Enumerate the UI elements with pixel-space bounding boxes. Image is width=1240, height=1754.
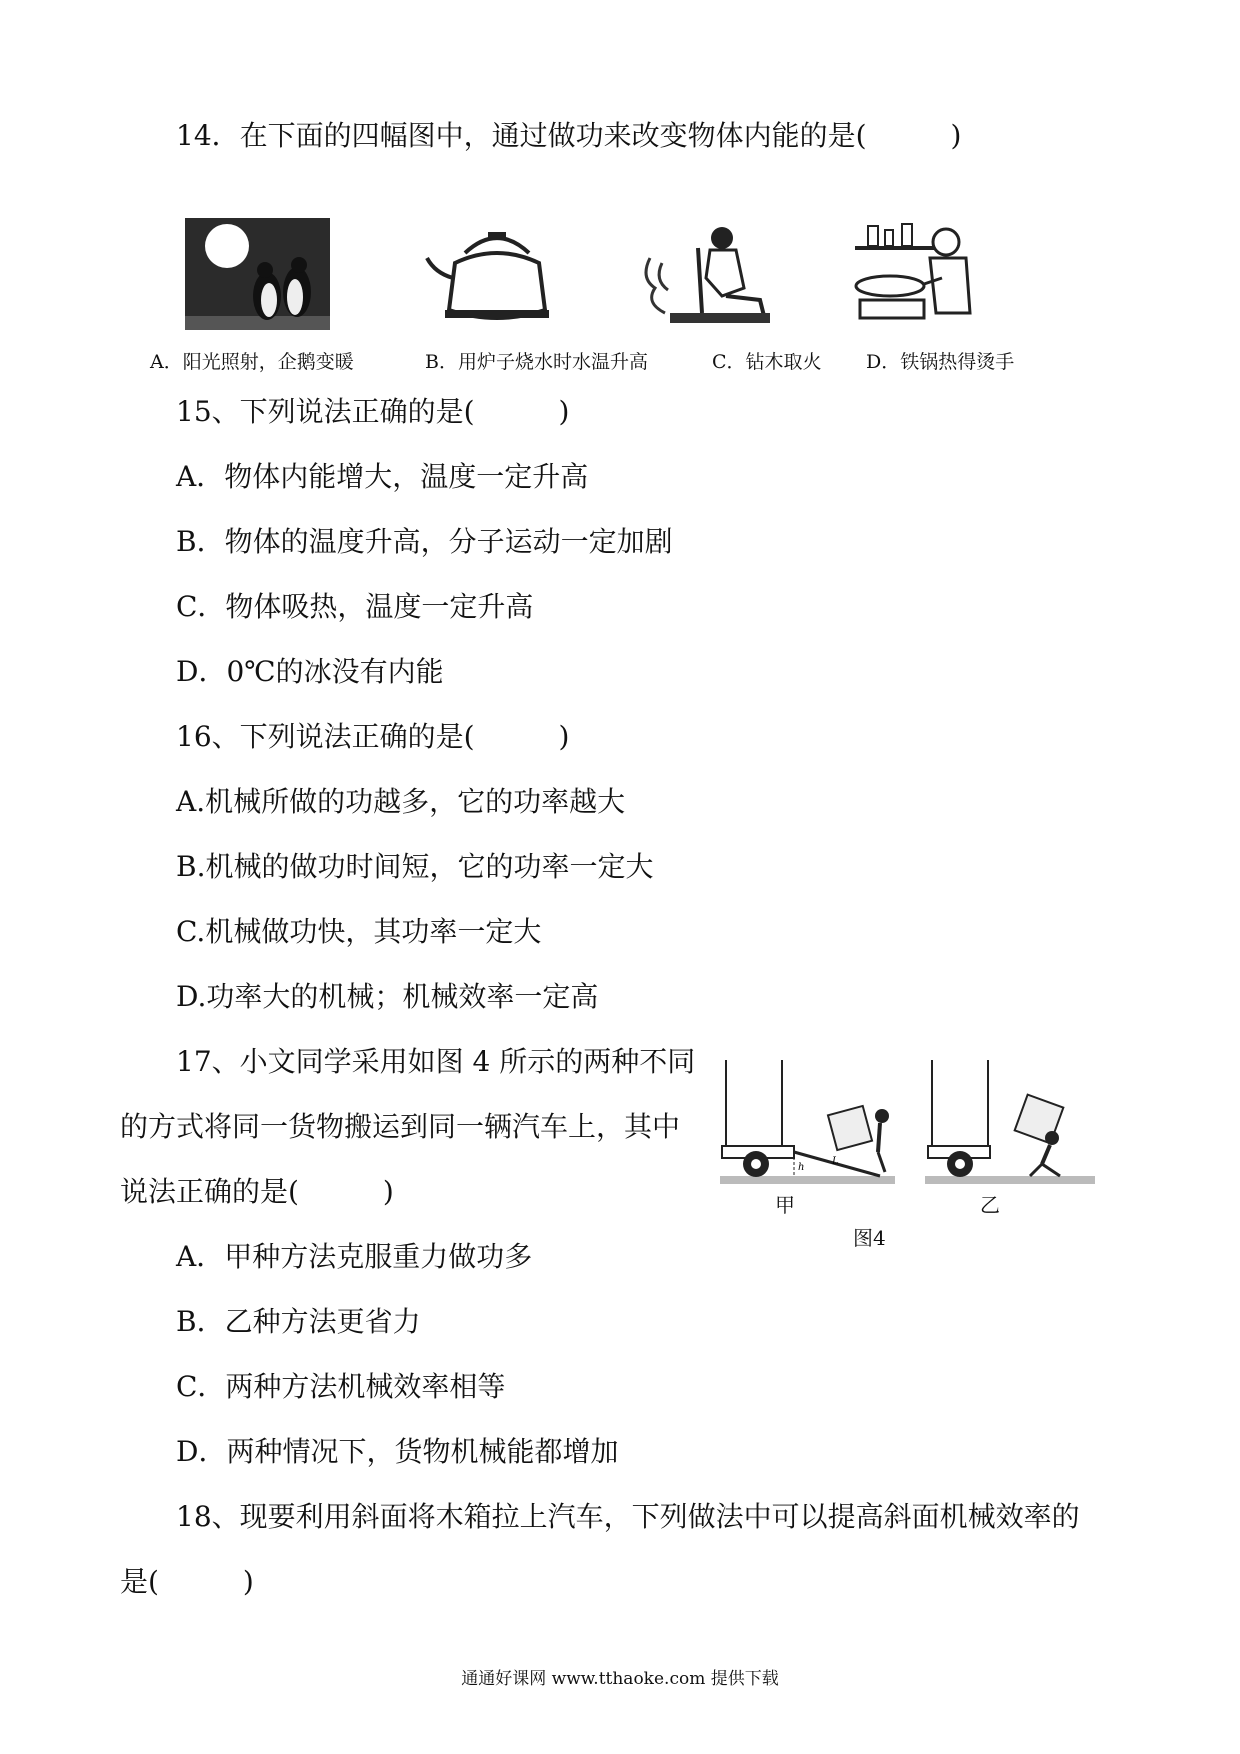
q17-stem-line-2: 的方式将同一货物搬运到同一辆汽车上，其中	[120, 1110, 681, 1143]
label-h: h	[798, 1162, 805, 1173]
q17-option-b: B．乙种方法更省力	[176, 1305, 421, 1338]
figure-penguins	[185, 218, 330, 330]
q16-option-c: C.机械做功快，其功率一定大	[176, 915, 542, 948]
page-footer: 通通好课网 www.tthaoke.com 提供下载	[461, 1669, 779, 1689]
q15-option-b: B．物体的温度升高，分子运动一定加剧	[176, 525, 673, 558]
figure-hot-pan	[850, 218, 995, 330]
figure-4	[720, 1060, 1100, 1190]
figure-kettle	[425, 218, 570, 330]
q17-option-d: D．两种情况下，货物机械能都增加	[176, 1435, 619, 1468]
q14-caption-d: D．铁锅热得烫手	[866, 351, 1015, 373]
q16-option-d: D.功率大的机械；机械效率一定高	[176, 980, 599, 1013]
label-L: L	[832, 1156, 839, 1167]
q18-stem-line-2: 是( )	[120, 1565, 254, 1598]
q14-caption-c: C．钻木取火	[712, 351, 822, 373]
q15-stem: 15、下列说法正确的是( )	[176, 395, 570, 428]
q14-caption-b: B．用炉子烧水时水温升高	[425, 351, 648, 373]
q16-stem: 16、下列说法正确的是( )	[176, 720, 570, 753]
figure-label-jia: 甲	[775, 1193, 795, 1217]
q16-option-b: B.机械的做功时间短，它的功率一定大	[176, 850, 654, 883]
q17-stem-line-1: 17、小文同学采用如图 4 所示的两种不同	[176, 1045, 696, 1078]
q16-option-a: A.机械所做的功越多，它的功率越大	[176, 785, 626, 818]
q15-option-a: A．物体内能增大，温度一定升高	[176, 460, 589, 493]
q15-option-c: C．物体吸热，温度一定升高	[176, 590, 534, 623]
q17-option-c: C．两种方法机械效率相等	[176, 1370, 506, 1403]
figure-drilling-wood	[640, 218, 785, 330]
q14-stem: 14．在下面的四幅图中，通过做功来改变物体内能的是( )	[176, 119, 962, 152]
figure-label-yi: 乙	[980, 1193, 1000, 1217]
q14-caption-a: A．阳光照射，企鹅变暖	[150, 351, 354, 373]
q17-stem-line-3: 说法正确的是( )	[120, 1175, 394, 1208]
q17-option-a: A．甲种方法克服重力做功多	[176, 1240, 533, 1273]
q15-option-d: D．0℃的冰没有内能	[176, 655, 444, 688]
q18-stem-line-1: 18、现要利用斜面将木箱拉上汽车，下列做法中可以提高斜面机械效率的	[176, 1500, 1080, 1533]
figure-caption: 图4	[853, 1226, 886, 1250]
